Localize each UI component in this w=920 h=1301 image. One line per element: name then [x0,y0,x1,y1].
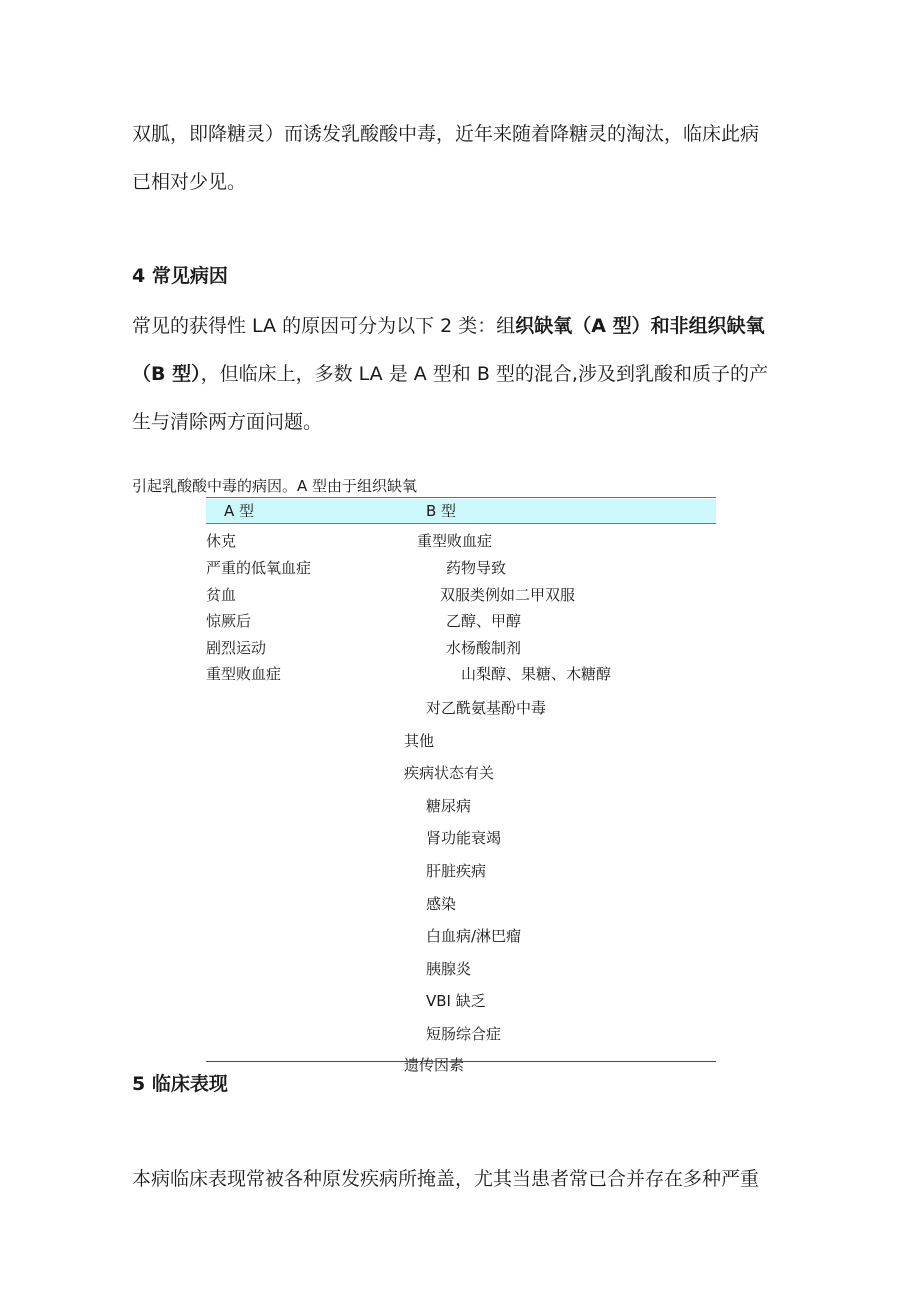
col-a-cell: 剧烈运动 [206,639,267,657]
col-b-cell: 山梨醇、果糖、木糖醇 [461,665,612,683]
causes-table [206,497,716,1074]
intro-line-2: 已相对少见。 [132,171,247,193]
section-4-paragraph [132,302,792,446]
col-b-cell: 糖尿病 [426,797,472,815]
col-b-cell: 双服类例如二甲双服 [440,586,576,604]
col-b-cell: 白血病/淋巴瘤 [426,927,522,945]
section-4-bold-1: 织缺氧（A 型）和非组织缺氧 [515,315,765,337]
col-a-cell: 惊厥后 [206,612,252,630]
col-b-cell: 遗传因素 [404,1056,465,1074]
table-caption: 引起乳酸酸中毒的病因。A 型由于组织缺氧 [132,477,418,495]
col-b-cell: 其他 [404,732,435,750]
col-b-cell: 短肠综合症 [426,1025,502,1043]
section-4-text-1: 常见的获得性 LA 的原因可分为以下 2 类：组 [132,315,516,337]
column-a-header: A 型 [224,502,255,520]
table-top-rule [206,497,716,498]
table-header-rule [206,523,716,524]
table-header-row [206,499,716,523]
section-5-paragraph [132,1155,792,1203]
col-b-cell: 重型败血症 [417,532,493,550]
col-b-cell: VBI 缺乏 [426,992,486,1010]
col-a-cell: 休克 [206,532,237,550]
col-b-cell: 水杨酸制剂 [446,639,522,657]
section-4-text-3: 生与清除两方面问题。 [132,411,323,433]
column-b-header: B 型 [426,502,457,520]
intro-line-1: 双胍，即降糖灵）而诱发乳酸酸中毒，近年来随着降糖灵的淘汰，临床此病 [132,123,760,145]
col-b-cell: 感染 [426,895,457,913]
table-bottom-rule [206,1061,716,1062]
section-5-text-1: 本病临床表现常被各种原发疾病所掩盖，尤其当患者常已合并存在多种严重 [132,1168,760,1190]
section-5-heading: 5 临床表现 [132,1073,228,1095]
col-b-cell: 胰腺炎 [426,960,472,978]
col-b-cell: 肾功能衰竭 [426,829,502,847]
col-a-cell: 严重的低氧血症 [206,559,312,577]
section-4-heading: 4 常见病因 [132,265,228,287]
col-b-cell: 乙醇、甲醇 [446,612,522,630]
intro-paragraph [132,110,792,206]
section-4-bold-2: （B 型） [132,363,201,385]
col-a-cell: 贫血 [206,586,237,604]
col-a-cell: 重型败血症 [206,665,282,683]
section-4-text-2: ，但临床上，多数 LA 是 A 型和 B 型的混合,涉及到乳酸和质子的产 [200,363,768,385]
col-b-cell: 肝脏疾病 [426,862,487,880]
col-b-cell: 疾病状态有关 [404,764,495,782]
col-b-cell: 对乙酰氨基酚中毒 [426,699,547,717]
col-b-cell: 药物导致 [446,559,507,577]
